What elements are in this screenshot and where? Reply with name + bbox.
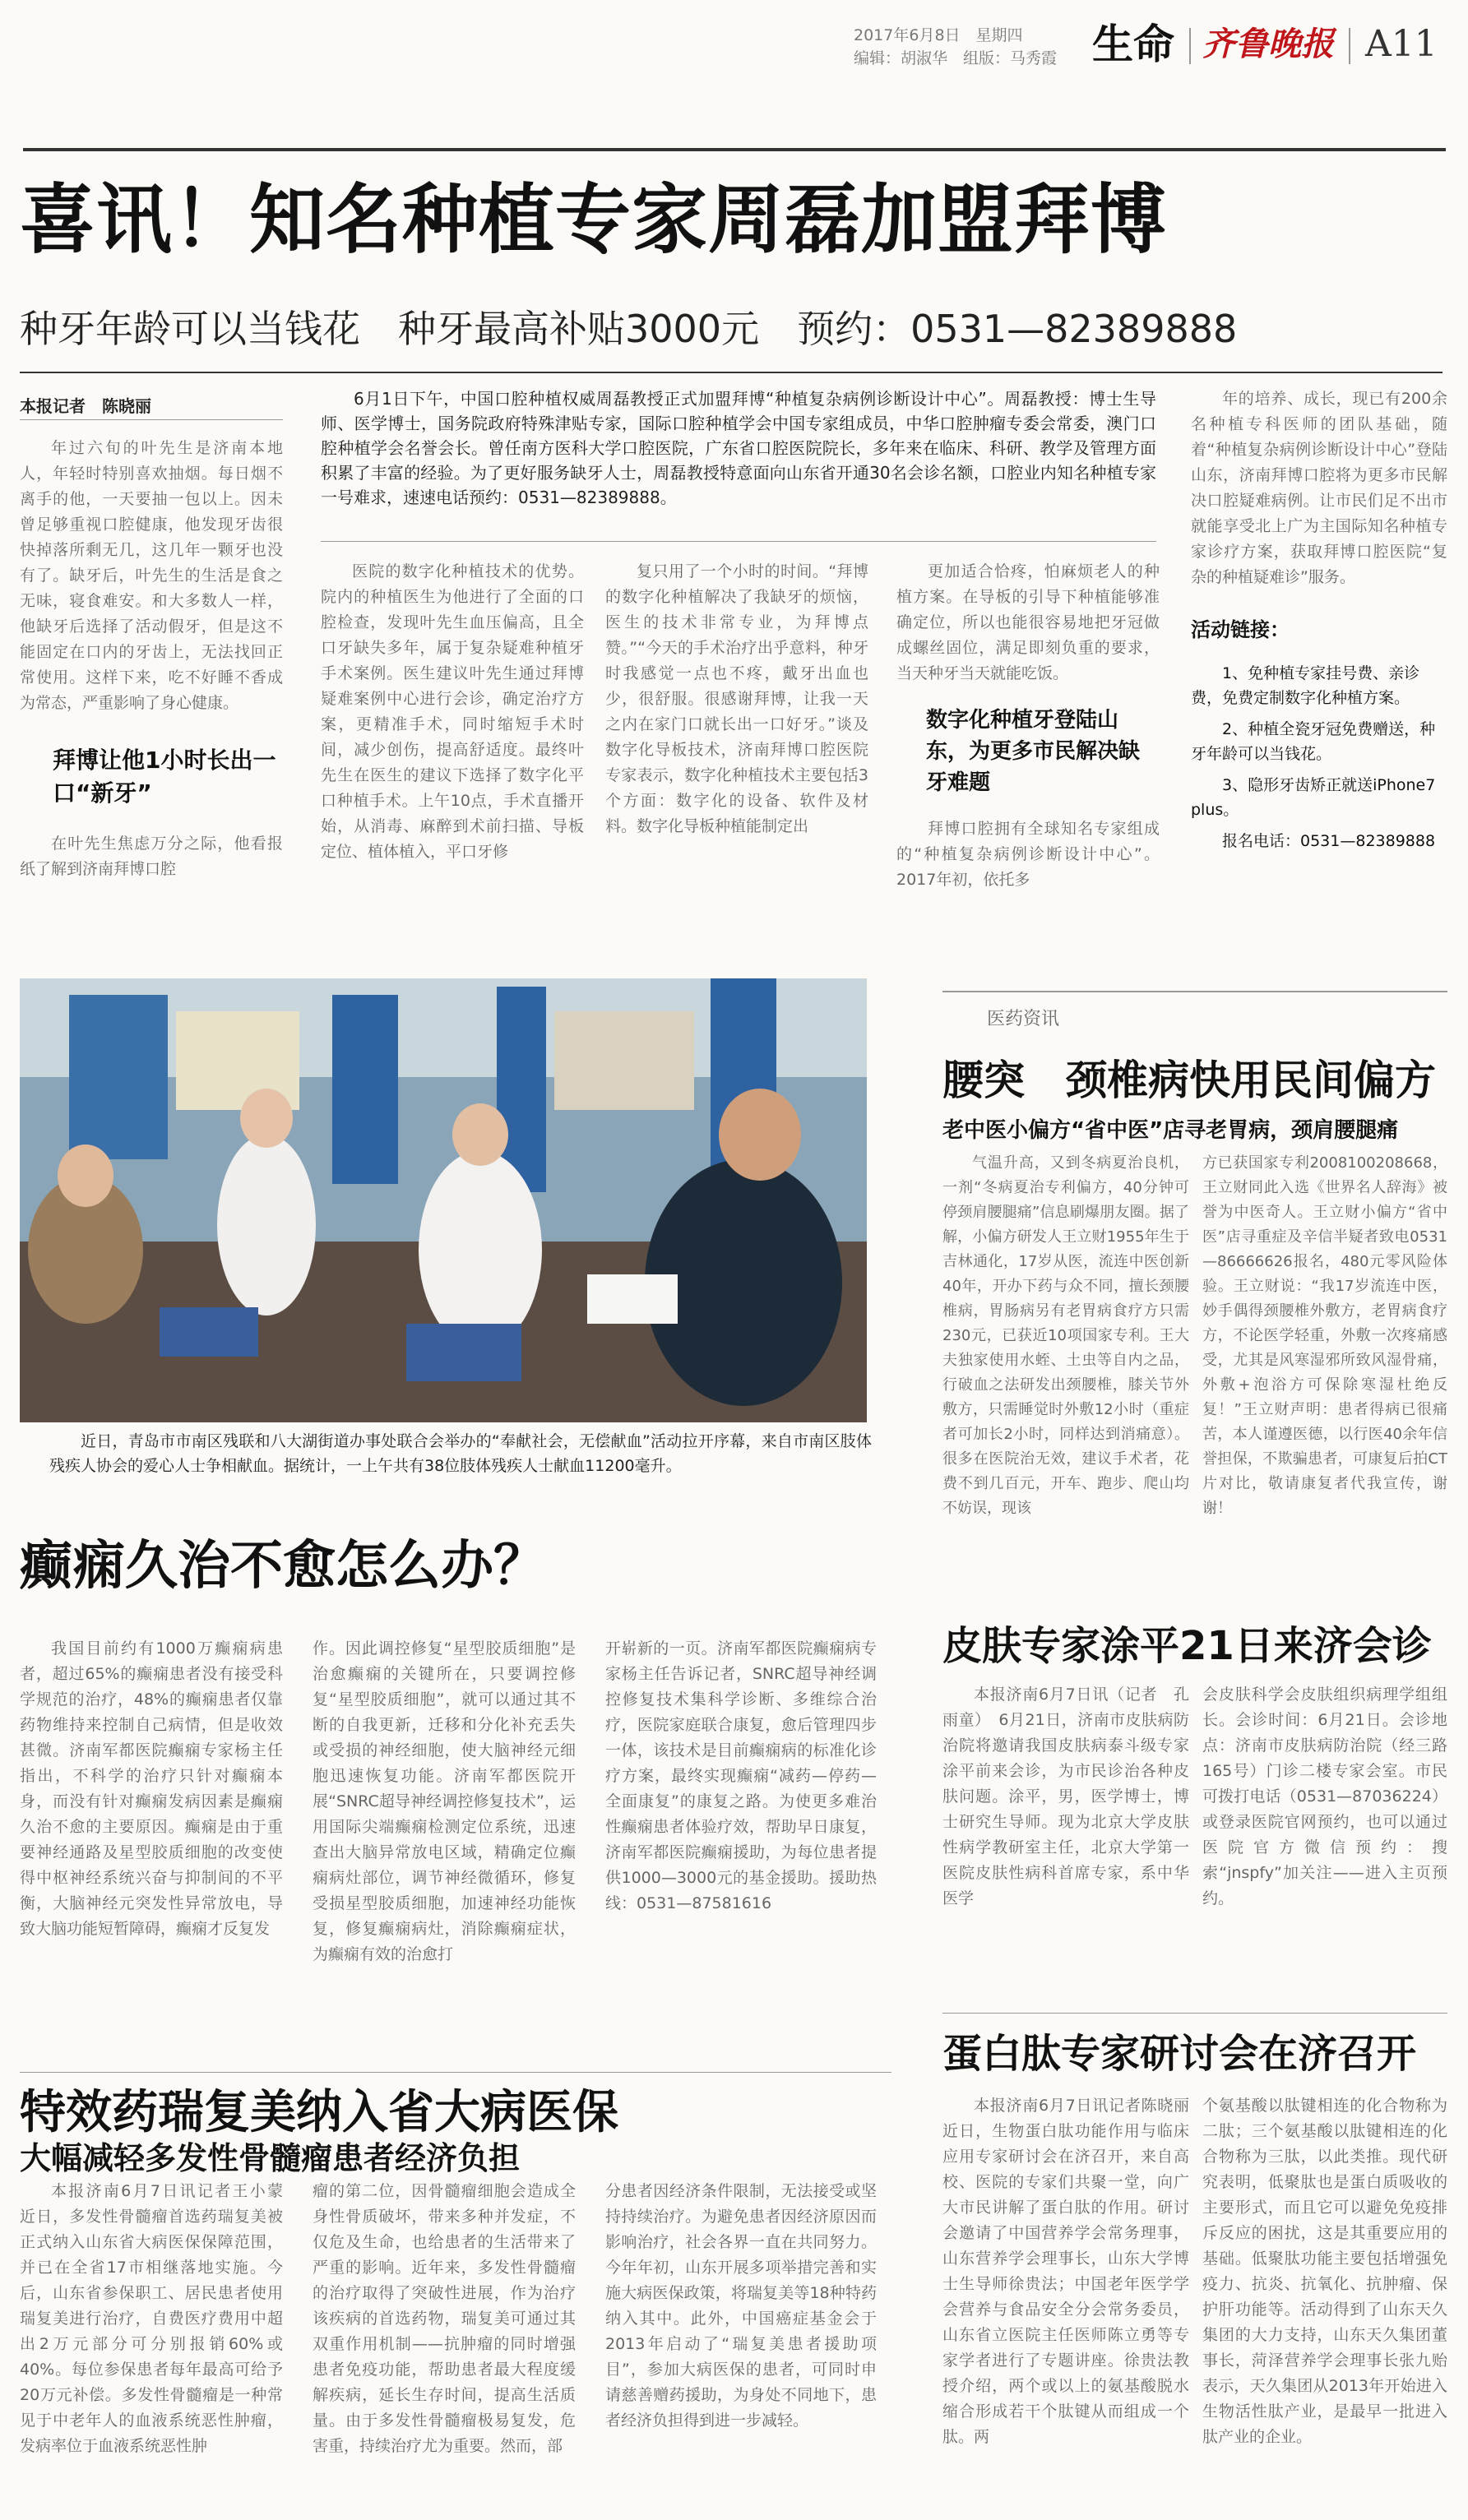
masthead-editors: 编辑：胡淑华 组版：马秀霞 xyxy=(854,49,1058,67)
photo-caption: 近日，青岛市市南区残联和八大湖街道办事处联合会举办的“奉献社会，无偿献血”活动拉开序幕，来自市南区肢体残疾人协会的爱心人士争相献血。据统计，一上午共有38位肢体残疾人士献血11200毫升。 xyxy=(49,1432,872,1475)
lead-byline: 本报记者 陈晓丽 xyxy=(20,396,151,416)
protein-col-1: 本报济南6月7日讯记者陈晓丽 近日，生物蛋白肽功能作用与临床应用专家研讨会在济召开，来自高校、医院的专家们共聚一堂，向广大市民讲解了蛋白肽的作用。研讨会邀请了中国营养学会常务理事，山东营养学会理事长，山东大学博士生导师徐贵法；中国老年医学学会营养与食品安全分会常务委员，山东省立医院主任医师陈立勇等专家学者进行了专题讲座。徐贵法教授介绍，两个或以上的氨基酸脱水缩合形成若干个肽键从而组成一个肽。两 xyxy=(942,2097,1206,2446)
ad-col-1: 气温升高，又到冬病夏治良机，一剂“冬病夏治专利偏方，40分钟可停颈肩腰腿痛”信息刷爆朋友圈。据了解，小偏方研发人王立财1955年生于吉林通化，17岁从医，流连中医创新40年，开办下药与众不同，擅长颈腰椎病，胃肠病另有老胃病食疗方只需230元，已获近10项国家专利。王大夫独家使用水蛭、土虫等自内之品，行破血之法研发出颈腰椎，膝关节外敷方，只需睡觉时外敷12小时（重症者可加长2小时，同样达到消痛意）。很多在医院治无效，建议手术者，花费不到几百元，开车、跑步、爬山均不妨误，现该 xyxy=(942,1154,1189,1517)
lead-byline-rule xyxy=(20,419,283,420)
ad-label: 医药资讯 xyxy=(987,1009,1060,1029)
lead-subhead: 拜博让他1小时长出一口“新牙” xyxy=(53,747,276,807)
protein-top-rule xyxy=(942,2013,1447,2014)
lead-col-2 xyxy=(321,559,584,904)
drug-subheadline: 大幅减轻多发性骨髓瘤患者经济负担 xyxy=(20,2140,521,2176)
lead-col-3 xyxy=(605,559,868,904)
lead-paragraph: 在叶先生焦虑万分之际，他看报纸了解到济南拜博口腔 xyxy=(20,835,283,878)
drug-col-2: 瘤的第二位，因骨髓瘤细胞会造成全身性骨质破坏，带来多种并发症，不仅危及生命，也给患者的生活带来了严重的影响。近年来，多发性骨髓瘤的治疗取得了突破性进展，作为治疗该疾病的首选药物，瑞复美可通过其双重作用机制——抗肿瘤的同时增强患者免疫功能，帮助患者最大程度缓解疾病，延长生存时间，提高生活质量。由于多发性骨髓瘤极易复发，危害重，持续治疗尤为重要。然而，部 xyxy=(313,2182,576,2455)
news-photo xyxy=(20,978,867,1422)
lead-col-1 xyxy=(20,436,283,880)
protein-col-2: 个氨基酸以肽键相连的化合物称为二肽；三个氨基酸以肽键相连的化合物称为三肽，以此类推。现代研究表明，低聚肽也是蛋白质吸收的主要形式，而且它可以避免免疫排斥反应的困扰，这是其重要应用的基础。低聚肽功能主要包括增强免疫力、抗炎、抗氧化、抗肿瘤、保护肝功能等。活动得到了山东天久集团的大力支持，山东天久集团董事长，菏泽营养学会理事长张九贻表示，天久集团从2013年开始进入生物活性肽产业，是最早一批进入肽产业的企业。 xyxy=(1202,2097,1447,2446)
lead-intro: 6月1日下午，中国口腔种植权威周磊教授正式加盟拜博“种植复杂病例诊断设计中心”。周磊教授：博士生导师、医学博士，国务院政府特殊津贴专家，国际口腔种植学会中国专家组成员，中华口腔肿瘤专委会常委，澳门口腔种植学会名誉会长。曾任南方医科大学口腔医院，广东省口腔医院院长，多年来在临床、科研、教学及管理方面积累了丰富的经验。为了更好服务缺牙人士，周磊教授特意面向山东省开通30名会诊名额，口腔业内知名种植专家一号难求，速速电话预约：0531—82389888。 xyxy=(321,389,1156,507)
skin-col-1: 本报济南6月7日讯（记者 孔雨童） 6月21日，济南市皮肤病防治院将邀请我国皮肤病泰斗级专家涂平前来会诊，为市民诊治各种皮肤问题。涂平，男，医学博士，博士研究生导师。现为北京大学皮肤性病学教研室主任，北京大学第一医院皮肤性病科首席专家，系中华医学 xyxy=(942,1685,1189,1907)
lead-paragraph: 更加适合恰疼，怕麻烦老人的种植方案。在导板的引导下种植能够准确定位，所以也能很容易地把牙冠做成螺丝固位，满足即刻负重的要求，当天种牙当天就能吃饭。 xyxy=(896,562,1160,682)
drug-col-3: 分患者因经济条件限制，无法接受或坚持持续治疗。为避免患者因经济原因而影响治疗，社会各界一直在共同努力。今年年初，山东开展多项举措完善和实施大病医保政策，将瑞复美等18种特药纳入其中。此外，中国癌症基金会于2013年启动了“瑞复美患者援助项目”，参加大病医保的患者，可同时申请慈善赠药援助，为身处不同地下，患者经济负担得到进一步减轻。 xyxy=(605,2182,877,2430)
epilepsy-headline: 癫痫久治不愈怎么办？ xyxy=(20,1536,546,1597)
lead-subhead: 数字化种植牙登陆山东，为更多市民解决缺牙难题 xyxy=(926,708,1141,795)
masthead-divider xyxy=(1189,28,1191,64)
activity-item: 2、种植全瓷牙冠免费赠送，种牙年龄可以当钱花。 xyxy=(1191,720,1436,763)
epilepsy-col-1: 我国目前约有1000万癫痫病患者，超过65%的癫痫患者没有接受科学规范的治疗，48%的癫痫患者仅靠药物维持来控制自己病情，但是收效甚微。济南军都医院癫痫专家杨主任指出，不科学的治疗只针对癫痫本身，而没有针对癫痫发病因素是癫痫久治不愈的主要原因。癫痫是由于重要神经通路及星型胶质细胞的改变使得中枢神经系统兴奋与抑制间的不平衡，大脑神经元突发性异常放电，导致大脑功能短暂障碍，癫痫才反复发 xyxy=(20,1639,283,1938)
skin-headline: 皮肤专家涂平21日来济会诊 xyxy=(942,1623,1432,1669)
lead-paragraph: 年过六旬的叶先生是济南本地人，年轻时特别喜欢抽烟。每日烟不离手的他，一天要抽一包以上。因未曾足够重视口腔健康，他发现牙齿很快掉落所剩无几，这几年一颗牙也没有了。缺牙后，叶先生的生活是食之无味，寝食难安。和大多数人一样，他缺牙后选择了活动假牙，但是这不能固定在口内的牙齿上，无法找回正常使用。这样下来，吃不好睡不香成为常态，严重影响了身心健康。 xyxy=(20,439,283,712)
activity-phone: 报名电话：0531—82389888 xyxy=(1222,832,1436,850)
page-number: A11 xyxy=(1365,23,1438,65)
activity-item: 3、隐形牙齿矫正就送iPhone7 plus。 xyxy=(1191,776,1436,819)
drug-top-rule xyxy=(20,2072,891,2073)
masthead-divider-2 xyxy=(1349,28,1350,64)
epilepsy-col-2: 作。因此调控修复“星型胶质细胞”是治愈癫痫的关键所在，只要调控修复“星型胶质细胞”，就可以通过其不断的自我更新，迁移和分化补充丢失或受损的神经细胞，使大脑神经元细胞迅速恢复功能。济南军都医院开展“SNRC超导神经调控修复技术”，运用国际尖端癫痫检测定位系统，迅速查出大脑异常放电区域，精确定位癫痫病灶部位，调节神经微循环，修复受损星型胶质细胞，加速神经功能恢复，修复癫痫病灶，消除癫痫症状，为癫痫有效的治愈打 xyxy=(313,1639,576,1963)
lead-headline: 喜讯！知名种植专家周磊加盟拜博 xyxy=(20,176,1168,264)
lead-col-5 xyxy=(1191,386,1447,904)
lead-rule xyxy=(20,372,1443,373)
lead-col-4 xyxy=(896,559,1160,904)
blood-donation-bus-photo xyxy=(20,978,867,1422)
masthead xyxy=(0,0,1468,90)
masthead-date: 2017年6月8日 星期四 xyxy=(854,26,1023,44)
epilepsy-col-3: 开崭新的一页。济南军都医院癫痫病专家杨主任告诉记者，SNRC超导神经调控修复技术集科学诊断、多维综合治疗，医院家庭联合康复，愈后管理四步一体，该技术是目前癫痫病的标准化诊疗方案，最终实现癫痫“减药—停药—全面康复”的康复之路。为使更多难治性癫痫患者体验疗效，帮助早日康复，济南军都医院癫痫援助，为每位患者提供1000—3000元的基金援助。援助热线：0531—87581616 xyxy=(605,1639,877,1912)
lead-paragraph: 医院的数字化种植技术的优势。院内的种植医生为他进行了全面的口腔检查，发现叶先生血压偏高，且全口牙缺失多年，属于复杂疑难种植牙手术案例。医生建议叶先生通过拜博疑难案例中心进行会诊，确定治疗方案，更精准手术，同时缩短手术时间，减少创伤，提高舒适度。最终叶先生在医生的建议下选择了数字化平口种植手术。上午10点，手术直播开始，从消毒、麻醉到术前扫描、导板定位、植体植入，平口牙修 xyxy=(321,562,584,861)
intro-rule xyxy=(321,541,1156,542)
ad-subheadline: 老中医小偏方“省中医”店寻老胃病，颈肩腰腿痛 xyxy=(942,1118,1399,1143)
lead-paragraph: 年的培养、成长，现已有200余名种植专科医师的团队基础，随着“种植复杂病例诊断设计中心”登陆山东，济南拜博口腔将为更多市民解决口腔疑难病例。让市民们足不出市就能享受北上广为主国际知名种植专家诊疗方案，获取拜博口腔医院“复杂的种植疑难诊”服务。 xyxy=(1191,390,1447,586)
drug-headline: 特效药瑞复美纳入省大病医保 xyxy=(20,2086,618,2139)
protein-headline: 蛋白肽专家研讨会在济召开 xyxy=(942,2031,1417,2077)
lead-paragraph: 拜博口腔拥有全球知名专家组成的“种植复杂病例诊断设计中心”。2017年初，依托多 xyxy=(896,820,1160,889)
activity-item: 1、免种植专家挂号费、亲诊费，免费定制数字化种植方案。 xyxy=(1191,664,1420,707)
ad-headline: 腰突 颈椎病快用民间偏方 xyxy=(942,1057,1436,1104)
ad-top-rule xyxy=(942,991,1447,992)
top-rule xyxy=(23,148,1446,151)
skin-col-2: 会皮肤科学会皮肤组织病理学组组长。会诊时间：6月21日。会诊地点：济南市皮肤病防治院（经三路165号）门诊二楼专家会室。市民可拨打电话（0531—87036224）或登录医院官网预约，也可以通过医院官方微信预约：搜索“jnspfy”加关注——进入主页预约。 xyxy=(1202,1685,1447,1907)
lead-paragraph: 复只用了一个小时的时间。“拜博的数字化种植解决了我缺牙的烦恼，医生的技术非常专业，为拜博点赞。”“今天的手术治疗出乎意料，种牙时我感觉一点也不疼，戴牙出血也少，很舒服。很感谢拜博，让我一天之内在家门口就长出一口好牙。”谈及数字化导板技术，济南拜博口腔医院专家表示，数字化种植技术主要包括3个方面：数字化的设备、软件及材料。数字化导板种植能制定出 xyxy=(605,562,868,835)
drug-col-1: 本报济南6月7日讯记者王小蒙 近日，多发性骨髓瘤首选药瑞复美被正式纳入山东省大病医保保障范围，并已在全省17市相继落地实施。今后，山东省参保职工、居民患者使用瑞复美进行治疗，自费医疗费用中超出2万元部分可分别报销60%或40%。每位参保患者每年最高可给予20万元补偿。多发性骨髓瘤是一种常见于中老年人的血液系统恶性肿瘤，发病率位于血液系统恶性肿 xyxy=(20,2182,299,2455)
newspaper-logo: 齐鲁晚报 xyxy=(1202,25,1334,63)
ad-col-2: 方已获国家专利2008100208668，王立财同此入选《世界名人辞海》被誉为中医奇人。王立财小偏方“省中医”店寻重症及辛信半疑者致电0531—86666626报名，480元零风险体验。王立财说：“我17岁流连中医，妙手偶得颈腰椎外敷方，老胃病食疗方，不论医学轻重，外敷一次疼痛感受，尤其是风寒湿邪所致风湿骨痛，外敷+泡浴方可保除寒湿杜绝反复！”王立财声明：患者得病已很痛苦，本人谨遵医德，以行医40余年信誉担保，不欺骗患者，可康复后拍CT片对比，敬请康复者代我宣传，谢谢！ xyxy=(1202,1154,1447,1517)
lead-subheadline: 种牙年龄可以当钱花 种牙最高补贴3000元 预约：0531—82389888 xyxy=(20,307,1238,351)
section-title: 生命 xyxy=(1092,21,1174,68)
activity-title: 活动链接： xyxy=(1191,618,1290,641)
